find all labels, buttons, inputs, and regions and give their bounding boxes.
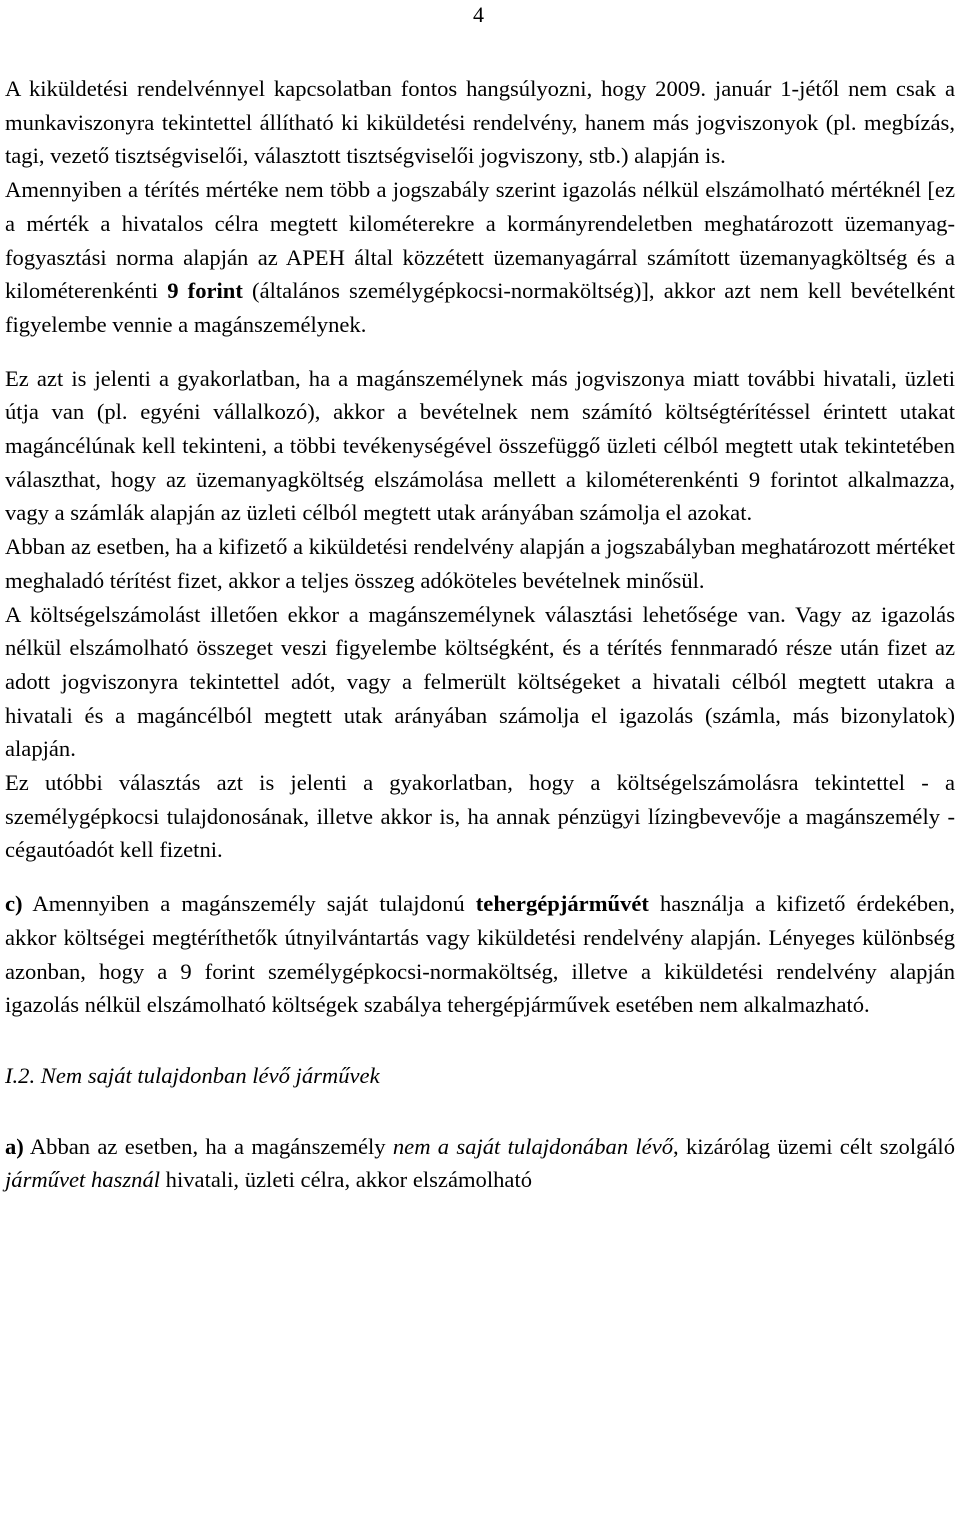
paragraph-cegautoado: Ez utóbbi választás azt is jelenti a gyakorlatban, hogy a költségelszámolásra tekintettel - a személygépkocsi tulajdonosának, illetve akkor is, ha annak pénzügyi lízingbevevője a magánszemély - cégautóadót kell fizetni. xyxy=(5,770,955,863)
section-heading xyxy=(5,1059,955,1093)
paragraph-koltsegelszamolas: A költségelszámolást illetően ekkor a magánszemélynek választási lehetősége van. Vagy az igazolás nélkül elszámolható összeget veszi figyelembe költségként, és a térítés fennmaradó része után fizet az adott jogviszonyra tekintettel adót, vagy a felmerült költségeket a hivatali célból megtett utakra a hivatali és a magáncélból megtett utak arányában számolja el igazolás (számla, más bizonylatok) alapján. xyxy=(5,601,955,762)
paragraph-teritesi-mertek xyxy=(5,173,955,342)
text: Abban az esetben, ha a magánszemély xyxy=(23,1133,393,1159)
document-body xyxy=(5,72,955,1197)
heading-text: I.2. Nem saját tulajdonban lévő járművek xyxy=(5,1062,380,1088)
paragraph-tehergepjarmu xyxy=(5,887,955,1022)
text: , kizárólag üzemi célt szolgáló xyxy=(673,1133,956,1159)
italic-text: járművet használ xyxy=(5,1167,161,1193)
text: Amennyiben a magánszemély saját tulajdonú xyxy=(22,891,476,917)
bold-text: 9 forint xyxy=(167,278,243,304)
paragraph-adokoteles: Abban az esetben, ha a kifizető a kiküldetési rendelvény alapján a jogszabályban meghatározott mértéket meghaladó térítést fizet, akkor a teljes összeg adóköteles bevételnek minősül. xyxy=(5,534,955,593)
text: Amennyiben a térítés mértéke nem több a jogszabály szerint igazolás nélkül elszámolható mértéknél [ez a mérték a hivatalos célra megtett kilométerekre a kormányrendeletben meghatározott üzemanyag-fogyasztási norma alapján az APEH által közzétett üzemanyagárral számított üzemanyagköltség és a kilométerenkénti xyxy=(5,177,955,304)
paragraph-gyakorlatban: Ez azt is jelenti a gyakorlatban, ha a magánszemélynek más jogviszonya miatt további hivatali, üzleti útja van (pl. egyéni vállalkozó), akkor a bevételnek nem számító költségtérítéssel érintett utakat magáncélúnak kell tekinteni, a többi tevékenységével összefüggő üzleti célból megtett utak tekintetében választhat, hogy az üzemanyagköltség elszámolása mellett a kilométerenkénti 9 forintot alkalmazza, vagy a számlák alapján az üzleti célból megtett utak arányában számolja el azokat. xyxy=(5,365,955,526)
italic-text: nem a saját tulajdonában lévő xyxy=(392,1133,674,1159)
text: használja a kifizető érdekében, akkor költségei megtéríthetők útnyilvántartás vagy kiküldetési rendelvény alapján. Lényeges különbség azonban, hogy a 9 forint személygépkocsi-normaköltség, illetve a kiküldetési rendelvény alapján igazolás nélkül elszámolható költségek szabálya tehergépjárművek esetében nem alkalmazható. xyxy=(5,891,955,1018)
text: (általános személygépkocsi-normaköltség)], akkor azt nem kell bevételként figyelembe vennie a magánszemélynek. xyxy=(5,278,955,337)
bold-text: tehergépjárművét xyxy=(475,891,649,917)
text: hivatali, üzleti célra, akkor elszámolható xyxy=(160,1167,533,1193)
paragraph-kikuldetesi-rendelveny: A kiküldetési rendelvénnyel kapcsolatban fontos hangsúlyozni, hogy 2009. január 1-jétől nem csak a munkaviszonyra tekintettel állítható ki kiküldetési rendelvény, hanem más jogviszonyok (pl. megbízás, tagi, vezető tisztségviselői, választott tisztségviselői jogviszony, stb.) alapján is. xyxy=(5,76,955,169)
page-number: 4 xyxy=(473,2,484,27)
list-label: a) xyxy=(5,1133,24,1159)
list-label: c) xyxy=(5,891,23,917)
paragraph-nem-sajat-jarmu xyxy=(5,1130,955,1197)
